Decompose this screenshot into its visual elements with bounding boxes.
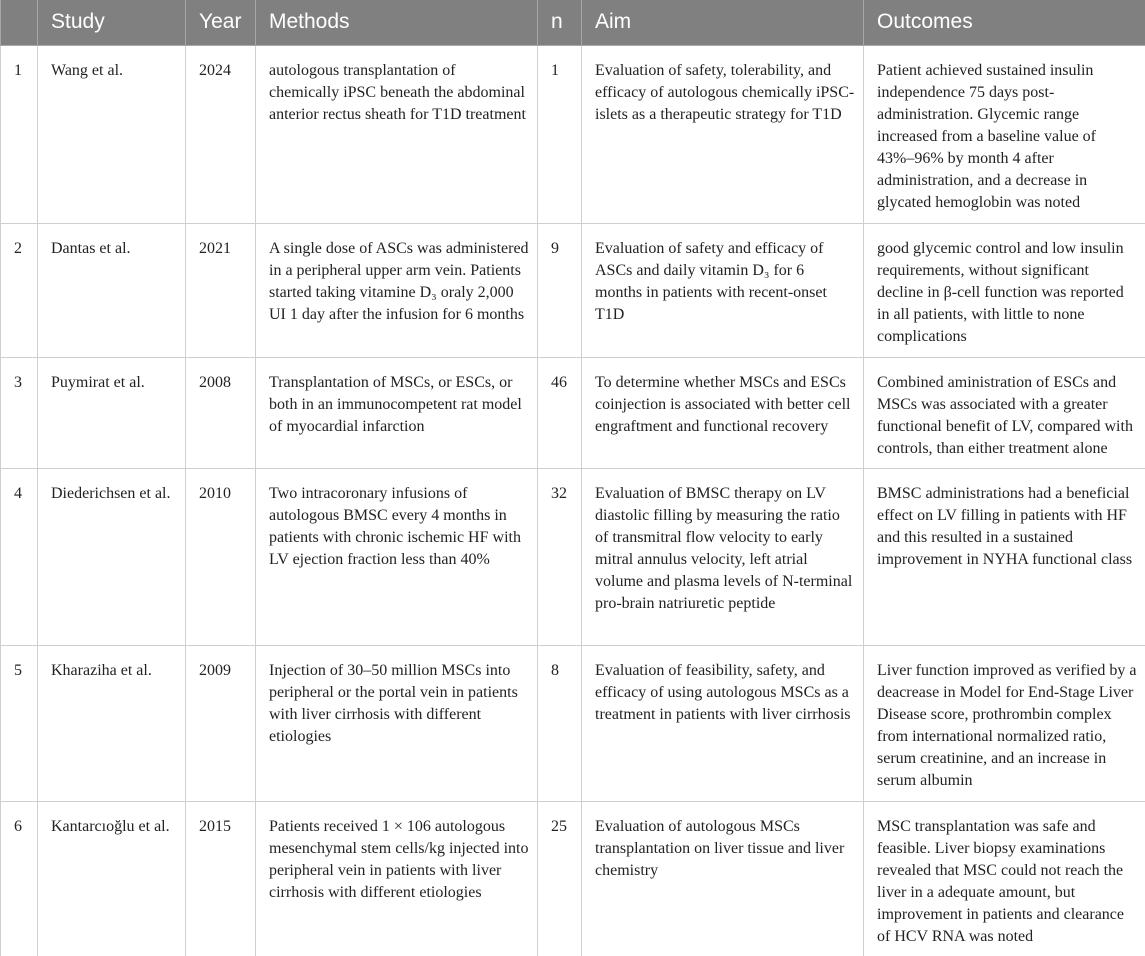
cell-index: 3	[1, 357, 38, 468]
cell-n: 46	[538, 357, 582, 468]
cell-index: 5	[1, 645, 38, 801]
cell-methods: autologous transplantation of chemically iPSC beneath the abdominal anterior rectus sheath for T1D treatment	[256, 45, 538, 223]
header-aim: Aim	[582, 0, 864, 45]
cell-methods: Transplantation of MSCs, or ESCs, or both in an immunocompetent rat model of myocardial infarction	[256, 357, 538, 468]
header-row	[1, 0, 1145, 45]
cell-n: 25	[538, 801, 582, 956]
table-header	[1, 0, 1145, 45]
cell-outcomes: Combined aministration of ESCs and MSCs was associated with a greater functional benefit of LV, compared with controls, than either treatment alone	[864, 357, 1145, 468]
table-row	[1, 223, 1145, 357]
header-methods: Methods	[256, 0, 538, 45]
header-study: Study	[38, 0, 186, 45]
cell-aim: Evaluation of BMSC therapy on LV diastolic filling by measuring the ratio of transmitral flow velocity to early mitral annulus velocity, left atrial volume and plasma levels of N-terminal pro-brain natriuretic peptide	[582, 468, 864, 645]
header-outcomes: Outcomes	[864, 0, 1145, 45]
cell-aim: Evaluation of feasibility, safety, and efficacy of using autologous MSCs as a treatment in patients with liver cirrhosis	[582, 645, 864, 801]
cell-year: 2021	[186, 223, 256, 357]
cell-methods: Injection of 30–50 million MSCs into peripheral or the portal vein in patients with liver cirrhosis with different etiologies	[256, 645, 538, 801]
cell-outcomes: Liver function improved as verified by a deacrease in Model for End-Stage Liver Disease score, prothrombin complex from international normalized ratio, serum creatinine, and an increase in serum albumin	[864, 645, 1145, 801]
cell-n: 8	[538, 645, 582, 801]
cell-n: 9	[538, 223, 582, 357]
table-body	[1, 45, 1145, 956]
header-n: n	[538, 0, 582, 45]
cell-year: 2008	[186, 357, 256, 468]
table-row	[1, 645, 1145, 801]
cell-study: Wang et al.	[38, 45, 186, 223]
cell-aim: To determine whether MSCs and ESCs coinjection is associated with better cell engraftment and functional recovery	[582, 357, 864, 468]
cell-index: 6	[1, 801, 38, 956]
table-row	[1, 468, 1145, 645]
cell-index: 1	[1, 45, 38, 223]
header-year: Year	[186, 0, 256, 45]
cell-n: 1	[538, 45, 582, 223]
cell-year: 2015	[186, 801, 256, 956]
cell-index: 2	[1, 223, 38, 357]
cell-aim: Evaluation of autologous MSCs transplantation on liver tissue and liver chemistry	[582, 801, 864, 956]
cell-methods: A single dose of ASCs was administered in a peripheral upper arm vein. Patients started taking vitamine D₃ oraly 2,000 UI 1 day after the infusion for 6 months	[256, 223, 538, 357]
cell-year: 2009	[186, 645, 256, 801]
cell-aim: Evaluation of safety, tolerability, and efficacy of autologous chemically iPSC-islets as a therapeutic strategy for T1D	[582, 45, 864, 223]
cell-study: Dantas et al.	[38, 223, 186, 357]
cell-study: Kharaziha et al.	[38, 645, 186, 801]
cell-index: 4	[1, 468, 38, 645]
table-row	[1, 357, 1145, 468]
cell-methods: Two intracoronary infusions of autologous BMSC every 4 months in patients with chronic ischemic HF with LV ejection fraction less than 40%	[256, 468, 538, 645]
cell-year: 2024	[186, 45, 256, 223]
cell-study: Puymirat et al.	[38, 357, 186, 468]
cell-outcomes: good glycemic control and low insulin requirements, without significant decline in β-cell function was reported in all patients, with little to none complications	[864, 223, 1145, 357]
cell-study: Kantarcıoğlu et al.	[38, 801, 186, 956]
cell-outcomes: MSC transplantation was safe and feasible. Liver biopsy examinations revealed that MSC could not reach the liver in a adequate amount, but improvement in patients and clearance of HCV RNA was noted	[864, 801, 1145, 956]
cell-methods: Patients received 1 × 106 autologous mesenchymal stem cells/kg injected into peripheral vein in patients with liver cirrhosis with different etiologies	[256, 801, 538, 956]
header-index	[1, 0, 38, 45]
cell-aim: Evaluation of safety and efficacy of ASCs and daily vitamin D₃ for 6 months in patients with recent-onset T1D	[582, 223, 864, 357]
cell-outcomes: Patient achieved sustained insulin independence 75 days post-administration. Glycemic range increased from a baseline value of 43%–96% by month 4 after administration, and a decrease in glycated hemoglobin was noted	[864, 45, 1145, 223]
cell-n: 32	[538, 468, 582, 645]
table-row	[1, 45, 1145, 223]
cell-year: 2010	[186, 468, 256, 645]
cell-study: Diederichsen et al.	[38, 468, 186, 645]
table-row	[1, 801, 1145, 956]
cell-outcomes: BMSC administrations had a beneficial effect on LV filling in patients with HF and this resulted in a sustained improvement in NYHA functional class	[864, 468, 1145, 645]
